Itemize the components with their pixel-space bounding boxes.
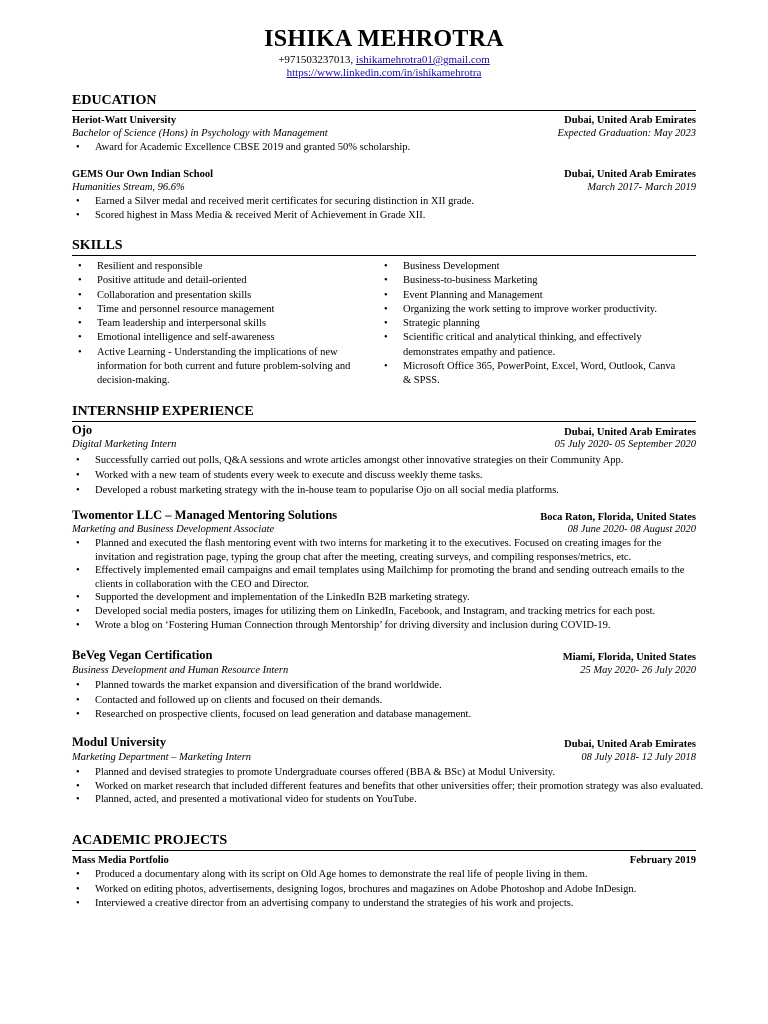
skill-item: • Strategic planning [380, 317, 686, 331]
list-item: • Developed social media posters, images for utilizing them on LinkedIn, Facebook, and Instagram, and tracking metrics for each post. [72, 605, 702, 619]
linkedin-link[interactable]: https://www.linkedin.com/in/ishikamehrotra [286, 67, 482, 79]
skill-item: • Resilient and responsible [74, 260, 374, 274]
education-date: Expected Graduation: May 2023 [557, 128, 696, 139]
skill-item: • Scientific critical and analytical thinking, and effectively demonstrates empathy and patience. [380, 331, 686, 360]
company-name: Twomentor LLC – Managed Mentoring Solutions [72, 508, 338, 522]
education-entry-1-header [72, 114, 696, 127]
list-item: • Effectively implemented email campaigns and email templates using Mailchimp for promoting the brand and sending outreach emails to the clients in collaboration with the CEO and Director. [72, 564, 702, 591]
list-item: • Contacted and followed up on clients and focused on their demands. [72, 694, 702, 709]
list-item: • Earned a Silver medal and received merit certificates for securing distinction in XII grade. [72, 195, 696, 209]
list-item: • Planned and executed the flash mentoring event with two interns for marketing it to the executives. Focused on creating images for the invitation and registration page, typing the group chat after the meeting, creating surveys, and compiling responses/metrics, etc. [72, 537, 702, 564]
internship-entry-4-header [72, 736, 696, 751]
list-item: • Successfully carried out polls, Q&A sessions and wrote articles amongst other innovative strategies on their Community App. [72, 453, 702, 468]
education-entry-2-subheader [72, 181, 696, 194]
skill-item: • Microsoft Office 365, PowerPoint, Excel, Word, Outlook, Canva & SPSS. [380, 360, 686, 389]
education-entry-2-header [72, 168, 696, 181]
list-item: • Planned, acted, and presented a motivational video for students on YouTube. [72, 793, 704, 807]
skill-item: • Time and personnel resource management [74, 303, 374, 317]
internship-heading: INTERNSHIP EXPERIENCE [72, 404, 696, 422]
list-item: • Planned towards the market expansion and diversification of the brand worldwide. [72, 679, 702, 694]
institution-location: Dubai, United Arab Emirates [564, 115, 696, 126]
company-location: Miami, Florida, United States [562, 652, 696, 663]
institution-name: GEMS Our Own Indian School [72, 169, 214, 180]
contact-block [0, 54, 768, 80]
internship-entry-3-subheader [72, 664, 696, 677]
degree: Bachelor of Science (Hons) in Psychology with Management [72, 128, 328, 139]
list-item: • Supported the development and implementation of the LinkedIn B2B marketing strategy. [72, 591, 702, 605]
skills-heading: SKILLS [72, 238, 696, 256]
skills-left-list [74, 260, 374, 389]
job-date: 08 June 2020- 08 August 2020 [567, 524, 696, 535]
list-item: • Worked on editing photos, advertisements, designing logos, brochures and magazines on Adobe Photoshop and Adobe InDesign. [72, 883, 702, 898]
job-date: 25 May 2020- 26 July 2020 [580, 665, 696, 676]
phone-number: +971503237013, [278, 54, 354, 66]
internship-entry-1-header [72, 424, 696, 439]
internship-entry-1-bullets [72, 453, 702, 498]
degree: Humanities Stream, 96.6% [72, 182, 185, 193]
internship-entry-3-header [72, 649, 696, 664]
company-location: Dubai, United Arab Emirates [564, 427, 696, 438]
internship-entry-1-subheader [72, 438, 696, 451]
job-role: Business Development and Human Resource Intern [72, 665, 289, 676]
internship-entry-3-bullets [72, 679, 702, 723]
job-date: 08 July 2018- 12 July 2018 [581, 752, 696, 763]
internship-entry-2-subheader [72, 523, 696, 536]
projects-heading: ACADEMIC PROJECTS [72, 833, 696, 851]
list-item: • Researched on prospective clients, focused on lead generation and database management. [72, 708, 702, 723]
education-date: March 2017- March 2019 [587, 182, 696, 193]
skill-item: • Emotional intelligence and self-awareness [74, 331, 374, 345]
internship-entry-2-bullets [72, 537, 702, 632]
skill-item: • Active Learning - Understanding the implications of new information for both current and future problem-solving and decision-making. [74, 346, 374, 389]
job-role: Marketing and Business Development Associate [72, 524, 275, 535]
skill-item: • Organizing the work setting to improve worker productivity. [380, 303, 686, 317]
company-location: Dubai, United Arab Emirates [564, 739, 696, 750]
list-item: • Developed a robust marketing strategy with the in-house team to popularise Ojo on all social media platforms. [72, 483, 702, 498]
list-item: • Wrote a blog on ‘Fostering Human Connection through Mentorship’ for driving diversity and inclusion during COVID-19. [72, 619, 702, 633]
project-entry-1-bullets [72, 868, 702, 912]
project-entry-1-header [72, 854, 696, 867]
education-entry-1-subheader [72, 127, 696, 140]
job-date: 05 July 2020- 05 September 2020 [554, 439, 696, 450]
internship-entry-2-header [72, 509, 696, 524]
company-name: BeVeg Vegan Certification [72, 648, 213, 662]
internship-entry-4-bullets [72, 766, 704, 807]
email-link[interactable]: ishikamehrotra01@gmail.com [355, 54, 490, 66]
list-item: • Worked on market research that included different features and benefits that other universities offer; their promotion strategy was also evaluated. [72, 780, 704, 794]
skill-item: • Event Planning and Management [380, 289, 686, 303]
skill-item: • Collaboration and presentation skills [74, 289, 374, 303]
list-item: • Produced a documentary along with its script on Old Age homes to demonstrate the real life of people living in them. [72, 868, 702, 883]
list-item: • Scored highest in Mass Media & received Merit of Achievement in Grade XII. [72, 209, 696, 223]
skill-item: • Team leadership and interpersonal skills [74, 317, 374, 331]
job-role: Marketing Department – Marketing Intern [72, 752, 252, 763]
candidate-name: ISHIKA MEHROTRA [264, 26, 504, 52]
education-entry-2-bullets [72, 195, 696, 222]
skill-item: • Business-to-business Marketing [380, 274, 686, 288]
company-location: Boca Raton, Florida, United States [540, 512, 696, 523]
company-name: Ojo [72, 423, 93, 437]
project-title: Mass Media Portfolio [72, 855, 169, 866]
list-item: • Award for Academic Excellence CBSE 2019 and granted 50% scholarship. [72, 141, 696, 155]
internship-entry-4-subheader [72, 751, 696, 764]
skill-item: • Business Development [380, 260, 686, 274]
institution-name: Heriot-Watt University [72, 115, 177, 126]
education-heading: EDUCATION [72, 93, 696, 111]
skills-right-list [380, 260, 686, 389]
job-role: Digital Marketing Intern [72, 439, 177, 450]
project-date: February 2019 [629, 855, 696, 866]
skill-item: • Positive attitude and detail-oriented [74, 274, 374, 288]
list-item: • Planned and devised strategies to promote Undergraduate courses offered (BBA & BSc) at Modul University. [72, 766, 704, 780]
education-entry-1-bullets [72, 141, 696, 155]
list-item: • Worked with a new team of students every week to execute and discuss weekly theme tasks. [72, 468, 702, 483]
institution-location: Dubai, United Arab Emirates [564, 169, 696, 180]
list-item: • Interviewed a creative director from an advertising company to understand the strategies of his work and projects. [72, 897, 702, 912]
company-name: Modul University [72, 735, 167, 749]
